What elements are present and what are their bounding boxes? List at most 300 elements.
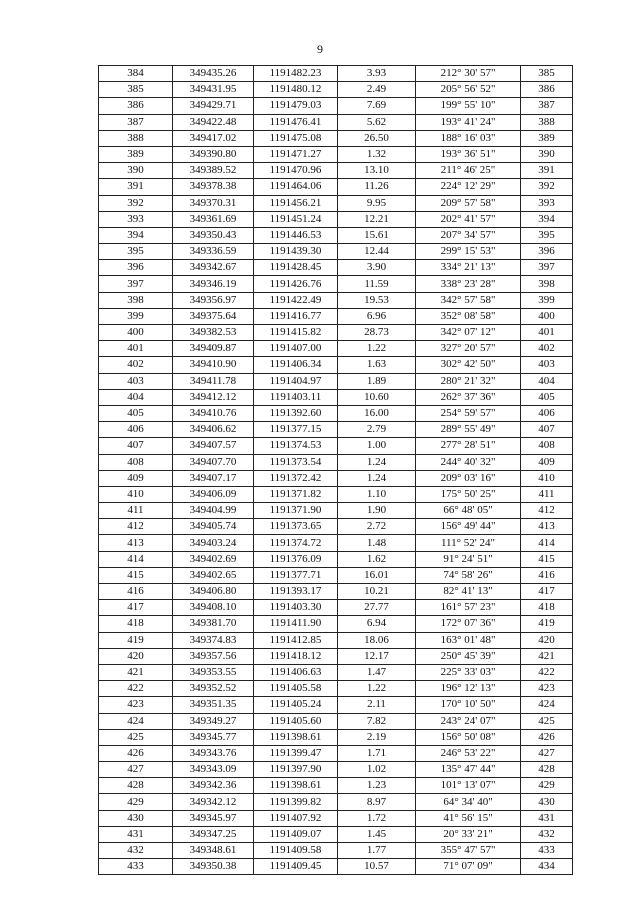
table-cell-distance: 16.01 — [338, 567, 416, 583]
table-cell-distance: 1.22 — [338, 341, 416, 357]
table-cell-point-from: 411 — [99, 503, 173, 519]
table-cell-coordinate-y: 1191403.30 — [254, 600, 338, 616]
table-cell-coordinate-y: 1191439.30 — [254, 244, 338, 260]
table-row — [99, 227, 573, 243]
table-row — [99, 325, 573, 341]
table-cell-distance: 2.19 — [338, 729, 416, 745]
table-cell-bearing: 289° 55' 49" — [416, 422, 521, 438]
table-cell-point-to: 428 — [521, 762, 573, 778]
table-cell-bearing: 111° 52' 24" — [416, 535, 521, 551]
table-cell-point-from: 432 — [99, 843, 173, 859]
table-cell-point-from: 417 — [99, 600, 173, 616]
table-cell-point-to: 410 — [521, 470, 573, 486]
table-cell-bearing: 170° 10' 50" — [416, 697, 521, 713]
table-cell-point-from: 416 — [99, 584, 173, 600]
table-row — [99, 470, 573, 486]
table-cell-bearing: 71° 07' 09" — [416, 859, 521, 875]
table-cell-distance: 2.11 — [338, 697, 416, 713]
table-cell-point-from: 387 — [99, 114, 173, 130]
table-cell-distance: 11.59 — [338, 276, 416, 292]
table-cell-coordinate-x: 349356.97 — [173, 292, 254, 308]
table-row — [99, 98, 573, 114]
table-cell-bearing: 277° 28' 51" — [416, 438, 521, 454]
table-cell-distance: 8.97 — [338, 794, 416, 810]
table-row — [99, 260, 573, 276]
table-cell-coordinate-x: 349407.17 — [173, 470, 254, 486]
table-cell-point-to: 421 — [521, 648, 573, 664]
table-cell-bearing: 299° 15' 53" — [416, 244, 521, 260]
table-cell-coordinate-y: 1191476.41 — [254, 114, 338, 130]
table-row — [99, 648, 573, 664]
table-cell-coordinate-x: 349431.95 — [173, 82, 254, 98]
table-cell-bearing: 135° 47' 44" — [416, 762, 521, 778]
table-cell-coordinate-x: 349378.38 — [173, 179, 254, 195]
table-row — [99, 794, 573, 810]
table-row — [99, 179, 573, 195]
coordinate-table-body — [99, 66, 573, 875]
table-cell-coordinate-y: 1191418.12 — [254, 648, 338, 664]
table-cell-bearing: 262° 37' 36" — [416, 389, 521, 405]
table-cell-bearing: 254° 59' 57" — [416, 405, 521, 421]
table-cell-distance: 3.93 — [338, 66, 416, 82]
table-cell-coordinate-x: 349374.83 — [173, 632, 254, 648]
table-cell-coordinate-x: 349407.70 — [173, 454, 254, 470]
table-cell-point-to: 415 — [521, 551, 573, 567]
table-cell-coordinate-x: 349406.09 — [173, 486, 254, 502]
table-cell-distance: 6.96 — [338, 308, 416, 324]
table-cell-point-to: 395 — [521, 227, 573, 243]
table-cell-coordinate-x: 349410.90 — [173, 357, 254, 373]
table-cell-coordinate-x: 349342.67 — [173, 260, 254, 276]
table-cell-distance: 1.48 — [338, 535, 416, 551]
table-cell-bearing: 199° 55' 10" — [416, 98, 521, 114]
table-cell-coordinate-x: 349342.12 — [173, 794, 254, 810]
table-cell-distance: 2.72 — [338, 519, 416, 535]
table-cell-bearing: 342° 07' 12" — [416, 325, 521, 341]
table-cell-coordinate-y: 1191482.23 — [254, 66, 338, 82]
table-cell-distance: 1.32 — [338, 146, 416, 162]
table-cell-coordinate-x: 349357.56 — [173, 648, 254, 664]
table-cell-distance: 16.00 — [338, 405, 416, 421]
table-cell-bearing: 91° 24' 51" — [416, 551, 521, 567]
table-row — [99, 697, 573, 713]
table-cell-bearing: 209° 57' 58" — [416, 195, 521, 211]
table-cell-point-from: 414 — [99, 551, 173, 567]
table-cell-distance: 7.69 — [338, 98, 416, 114]
table-row — [99, 244, 573, 260]
table-cell-point-from: 428 — [99, 778, 173, 794]
table-cell-point-to: 385 — [521, 66, 573, 82]
table-cell-point-from: 433 — [99, 859, 173, 875]
table-cell-coordinate-x: 349370.31 — [173, 195, 254, 211]
table-cell-bearing: 212° 30' 57" — [416, 66, 521, 82]
table-row — [99, 616, 573, 632]
table-cell-coordinate-y: 1191415.82 — [254, 325, 338, 341]
table-cell-bearing: 205° 56' 52" — [416, 82, 521, 98]
table-cell-point-from: 386 — [99, 98, 173, 114]
table-cell-point-from: 402 — [99, 357, 173, 373]
table-cell-coordinate-x: 349422.48 — [173, 114, 254, 130]
table-cell-coordinate-y: 1191392.60 — [254, 405, 338, 421]
table-cell-distance: 1.62 — [338, 551, 416, 567]
table-cell-point-from: 390 — [99, 163, 173, 179]
table-cell-distance: 3.90 — [338, 260, 416, 276]
table-row — [99, 503, 573, 519]
table-cell-bearing: 196° 12' 13" — [416, 681, 521, 697]
table-cell-bearing: 338° 23' 28" — [416, 276, 521, 292]
table-cell-distance: 1.77 — [338, 843, 416, 859]
table-cell-coordinate-x: 349389.52 — [173, 163, 254, 179]
table-row — [99, 535, 573, 551]
table-cell-coordinate-x: 349343.76 — [173, 745, 254, 761]
table-cell-coordinate-y: 1191399.82 — [254, 794, 338, 810]
table-cell-coordinate-x: 349408.10 — [173, 600, 254, 616]
table-cell-coordinate-x: 349402.69 — [173, 551, 254, 567]
table-cell-distance: 1.00 — [338, 438, 416, 454]
table-cell-point-from: 412 — [99, 519, 173, 535]
table-cell-bearing: 156° 49' 44" — [416, 519, 521, 535]
table-row — [99, 486, 573, 502]
table-cell-bearing: 193° 41' 24" — [416, 114, 521, 130]
table-cell-point-from: 426 — [99, 745, 173, 761]
table-cell-coordinate-y: 1191372.42 — [254, 470, 338, 486]
table-cell-coordinate-y: 1191475.08 — [254, 130, 338, 146]
table-cell-coordinate-y: 1191407.92 — [254, 810, 338, 826]
table-cell-point-to: 424 — [521, 697, 573, 713]
table-row — [99, 146, 573, 162]
table-cell-point-to: 403 — [521, 357, 573, 373]
table-cell-point-to: 386 — [521, 82, 573, 98]
table-cell-coordinate-x: 349351.35 — [173, 697, 254, 713]
table-cell-point-to: 432 — [521, 826, 573, 842]
table-cell-coordinate-y: 1191374.72 — [254, 535, 338, 551]
table-cell-point-to: 425 — [521, 713, 573, 729]
table-cell-bearing: 352° 08' 58" — [416, 308, 521, 324]
table-cell-point-from: 408 — [99, 454, 173, 470]
table-cell-bearing: 175° 50' 25" — [416, 486, 521, 502]
table-cell-bearing: 250° 45' 39" — [416, 648, 521, 664]
table-cell-coordinate-y: 1191456.21 — [254, 195, 338, 211]
table-cell-distance: 2.49 — [338, 82, 416, 98]
table-cell-point-to: 391 — [521, 163, 573, 179]
table-cell-distance: 1.10 — [338, 486, 416, 502]
table-cell-bearing: 64° 34' 40" — [416, 794, 521, 810]
table-cell-distance: 10.21 — [338, 584, 416, 600]
table-cell-coordinate-y: 1191399.47 — [254, 745, 338, 761]
table-row — [99, 762, 573, 778]
table-cell-distance: 6.94 — [338, 616, 416, 632]
table-cell-coordinate-y: 1191428.45 — [254, 260, 338, 276]
table-row — [99, 584, 573, 600]
table-cell-point-to: 407 — [521, 422, 573, 438]
table-cell-distance: 1.24 — [338, 454, 416, 470]
table-cell-coordinate-x: 349406.62 — [173, 422, 254, 438]
table-cell-point-from: 427 — [99, 762, 173, 778]
table-cell-point-to: 387 — [521, 98, 573, 114]
table-row — [99, 519, 573, 535]
table-cell-coordinate-x: 349375.64 — [173, 308, 254, 324]
table-cell-coordinate-y: 1191403.11 — [254, 389, 338, 405]
table-row — [99, 292, 573, 308]
table-cell-point-to: 433 — [521, 843, 573, 859]
table-cell-point-from: 391 — [99, 179, 173, 195]
table-cell-point-from: 406 — [99, 422, 173, 438]
table-cell-bearing: 207° 34' 57" — [416, 227, 521, 243]
table-cell-distance: 10.60 — [338, 389, 416, 405]
table-cell-bearing: 20° 33' 21" — [416, 826, 521, 842]
table-row — [99, 632, 573, 648]
table-cell-bearing: 202° 41' 57" — [416, 211, 521, 227]
table-cell-coordinate-x: 349345.77 — [173, 729, 254, 745]
table-cell-point-from: 405 — [99, 405, 173, 421]
table-cell-point-from: 415 — [99, 567, 173, 583]
table-cell-coordinate-x: 349343.09 — [173, 762, 254, 778]
table-row — [99, 745, 573, 761]
table-cell-point-to: 431 — [521, 810, 573, 826]
table-cell-bearing: 101° 13' 07" — [416, 778, 521, 794]
table-cell-distance: 1.45 — [338, 826, 416, 842]
table-cell-point-from: 422 — [99, 681, 173, 697]
table-cell-coordinate-y: 1191398.61 — [254, 778, 338, 794]
table-cell-bearing: 280° 21' 32" — [416, 373, 521, 389]
table-cell-coordinate-y: 1191480.12 — [254, 82, 338, 98]
table-cell-bearing: 161° 57' 23" — [416, 600, 521, 616]
table-cell-distance: 13.10 — [338, 163, 416, 179]
table-cell-coordinate-x: 349353.55 — [173, 664, 254, 680]
table-cell-point-to: 401 — [521, 325, 573, 341]
table-cell-coordinate-x: 349417.02 — [173, 130, 254, 146]
table-row — [99, 859, 573, 875]
table-cell-point-from: 421 — [99, 664, 173, 680]
table-cell-point-from: 401 — [99, 341, 173, 357]
table-cell-coordinate-y: 1191377.15 — [254, 422, 338, 438]
table-cell-bearing: 244° 40' 32" — [416, 454, 521, 470]
table-cell-point-to: 419 — [521, 616, 573, 632]
table-cell-bearing: 74° 58' 26" — [416, 567, 521, 583]
table-cell-coordinate-x: 349350.43 — [173, 227, 254, 243]
table-row — [99, 438, 573, 454]
table-cell-coordinate-x: 349348.61 — [173, 843, 254, 859]
table-cell-coordinate-x: 349336.59 — [173, 244, 254, 260]
table-cell-coordinate-y: 1191405.60 — [254, 713, 338, 729]
table-cell-coordinate-x: 349346.19 — [173, 276, 254, 292]
table-cell-coordinate-y: 1191451.24 — [254, 211, 338, 227]
table-cell-bearing: 334° 21' 13" — [416, 260, 521, 276]
table-cell-point-to: 420 — [521, 632, 573, 648]
table-cell-point-from: 393 — [99, 211, 173, 227]
table-cell-coordinate-x: 349412.12 — [173, 389, 254, 405]
table-row — [99, 114, 573, 130]
table-cell-coordinate-y: 1191409.58 — [254, 843, 338, 859]
table-cell-point-from: 385 — [99, 82, 173, 98]
table-cell-distance: 1.02 — [338, 762, 416, 778]
table-cell-coordinate-y: 1191406.63 — [254, 664, 338, 680]
table-cell-point-to: 400 — [521, 308, 573, 324]
table-cell-point-to: 418 — [521, 600, 573, 616]
table-cell-bearing: 243° 24' 07" — [416, 713, 521, 729]
table-cell-point-to: 423 — [521, 681, 573, 697]
table-cell-bearing: 246° 53' 22" — [416, 745, 521, 761]
table-cell-point-to: 411 — [521, 486, 573, 502]
table-cell-distance: 1.72 — [338, 810, 416, 826]
table-cell-point-to: 390 — [521, 146, 573, 162]
table-row — [99, 373, 573, 389]
table-cell-distance: 1.22 — [338, 681, 416, 697]
table-cell-coordinate-y: 1191422.49 — [254, 292, 338, 308]
table-cell-distance: 1.24 — [338, 470, 416, 486]
table-row — [99, 389, 573, 405]
table-cell-point-from: 420 — [99, 648, 173, 664]
table-row — [99, 211, 573, 227]
table-cell-coordinate-y: 1191373.54 — [254, 454, 338, 470]
table-cell-point-to: 417 — [521, 584, 573, 600]
table-cell-point-to: 397 — [521, 260, 573, 276]
table-cell-point-to: 393 — [521, 195, 573, 211]
table-cell-coordinate-x: 349404.99 — [173, 503, 254, 519]
table-cell-point-from: 395 — [99, 244, 173, 260]
table-cell-distance: 1.71 — [338, 745, 416, 761]
table-cell-distance: 5.62 — [338, 114, 416, 130]
table-cell-point-from: 419 — [99, 632, 173, 648]
table-row — [99, 66, 573, 82]
table-cell-bearing: 302° 42' 50" — [416, 357, 521, 373]
table-cell-bearing: 342° 57' 58" — [416, 292, 521, 308]
table-cell-distance: 19.53 — [338, 292, 416, 308]
table-cell-point-to: 426 — [521, 729, 573, 745]
table-cell-coordinate-y: 1191405.24 — [254, 697, 338, 713]
table-row — [99, 551, 573, 567]
table-cell-coordinate-y: 1191376.09 — [254, 551, 338, 567]
table-cell-coordinate-x: 349342.36 — [173, 778, 254, 794]
table-cell-bearing: 327° 20' 57" — [416, 341, 521, 357]
table-row — [99, 357, 573, 373]
table-cell-point-from: 399 — [99, 308, 173, 324]
table-cell-coordinate-y: 1191398.61 — [254, 729, 338, 745]
table-row — [99, 729, 573, 745]
table-cell-point-to: 402 — [521, 341, 573, 357]
table-cell-point-from: 413 — [99, 535, 173, 551]
table-cell-coordinate-y: 1191406.34 — [254, 357, 338, 373]
table-cell-point-to: 405 — [521, 389, 573, 405]
table-cell-coordinate-x: 349352.52 — [173, 681, 254, 697]
table-cell-point-to: 413 — [521, 519, 573, 535]
table-cell-point-to: 414 — [521, 535, 573, 551]
table-cell-point-to: 408 — [521, 438, 573, 454]
table-cell-coordinate-y: 1191371.82 — [254, 486, 338, 502]
table-cell-bearing: 172° 07' 36" — [416, 616, 521, 632]
table-cell-point-from: 431 — [99, 826, 173, 842]
table-cell-point-to: 399 — [521, 292, 573, 308]
table-cell-distance: 2.79 — [338, 422, 416, 438]
table-cell-distance: 28.73 — [338, 325, 416, 341]
table-cell-coordinate-y: 1191446.53 — [254, 227, 338, 243]
table-cell-point-to: 392 — [521, 179, 573, 195]
table-cell-coordinate-x: 349402.65 — [173, 567, 254, 583]
table-row — [99, 163, 573, 179]
table-cell-point-from: 404 — [99, 389, 173, 405]
table-row — [99, 405, 573, 421]
table-cell-coordinate-y: 1191479.03 — [254, 98, 338, 114]
table-cell-coordinate-y: 1191377.71 — [254, 567, 338, 583]
table-row — [99, 195, 573, 211]
table-cell-coordinate-y: 1191426.76 — [254, 276, 338, 292]
table-cell-coordinate-x: 349345.97 — [173, 810, 254, 826]
table-cell-distance: 26.50 — [338, 130, 416, 146]
table-cell-point-from: 407 — [99, 438, 173, 454]
table-cell-coordinate-y: 1191411.90 — [254, 616, 338, 632]
table-cell-point-from: 403 — [99, 373, 173, 389]
table-cell-distance: 12.44 — [338, 244, 416, 260]
table-cell-distance: 9.95 — [338, 195, 416, 211]
table-cell-point-from: 418 — [99, 616, 173, 632]
table-row — [99, 681, 573, 697]
table-cell-coordinate-x: 349406.80 — [173, 584, 254, 600]
table-row — [99, 130, 573, 146]
table-cell-point-from: 398 — [99, 292, 173, 308]
table-cell-point-to: 430 — [521, 794, 573, 810]
table-cell-point-from: 410 — [99, 486, 173, 502]
table-cell-distance: 1.23 — [338, 778, 416, 794]
table-cell-bearing: 163° 01' 48" — [416, 632, 521, 648]
table-cell-bearing: 224° 12' 29" — [416, 179, 521, 195]
table-cell-point-to: 398 — [521, 276, 573, 292]
table-cell-distance: 18.06 — [338, 632, 416, 648]
table-cell-coordinate-y: 1191371.90 — [254, 503, 338, 519]
table-cell-coordinate-x: 349347.25 — [173, 826, 254, 842]
table-cell-bearing: 211° 46' 25" — [416, 163, 521, 179]
table-cell-point-from: 389 — [99, 146, 173, 162]
table-cell-coordinate-y: 1191412.85 — [254, 632, 338, 648]
table-cell-coordinate-x: 349405.74 — [173, 519, 254, 535]
table-row — [99, 422, 573, 438]
table-row — [99, 810, 573, 826]
table-cell-coordinate-y: 1191374.53 — [254, 438, 338, 454]
table-cell-coordinate-x: 349411.78 — [173, 373, 254, 389]
table-cell-bearing: 209° 03' 16" — [416, 470, 521, 486]
table-row — [99, 341, 573, 357]
table-row — [99, 82, 573, 98]
table-cell-bearing: 41° 56' 15" — [416, 810, 521, 826]
table-cell-point-from: 429 — [99, 794, 173, 810]
table-cell-point-from: 423 — [99, 697, 173, 713]
table-cell-distance: 27.77 — [338, 600, 416, 616]
table-row — [99, 276, 573, 292]
table-cell-point-from: 396 — [99, 260, 173, 276]
table-row — [99, 308, 573, 324]
page-number: 9 — [317, 42, 323, 56]
table-cell-coordinate-y: 1191470.96 — [254, 163, 338, 179]
table-cell-distance: 12.17 — [338, 648, 416, 664]
table-cell-coordinate-y: 1191405.58 — [254, 681, 338, 697]
table-row — [99, 567, 573, 583]
table-cell-point-to: 396 — [521, 244, 573, 260]
table-cell-point-from: 397 — [99, 276, 173, 292]
table-cell-point-from: 430 — [99, 810, 173, 826]
table-cell-distance: 15.61 — [338, 227, 416, 243]
table-row — [99, 843, 573, 859]
table-cell-distance: 1.89 — [338, 373, 416, 389]
table-cell-distance: 10.57 — [338, 859, 416, 875]
table-cell-coordinate-x: 349382.53 — [173, 325, 254, 341]
table-cell-bearing: 193° 36' 51" — [416, 146, 521, 162]
table-cell-point-from: 409 — [99, 470, 173, 486]
table-row — [99, 664, 573, 680]
table-cell-coordinate-y: 1191464.06 — [254, 179, 338, 195]
table-cell-coordinate-x: 349407.57 — [173, 438, 254, 454]
table-cell-distance: 1.47 — [338, 664, 416, 680]
table-cell-point-to: 416 — [521, 567, 573, 583]
table-row — [99, 778, 573, 794]
